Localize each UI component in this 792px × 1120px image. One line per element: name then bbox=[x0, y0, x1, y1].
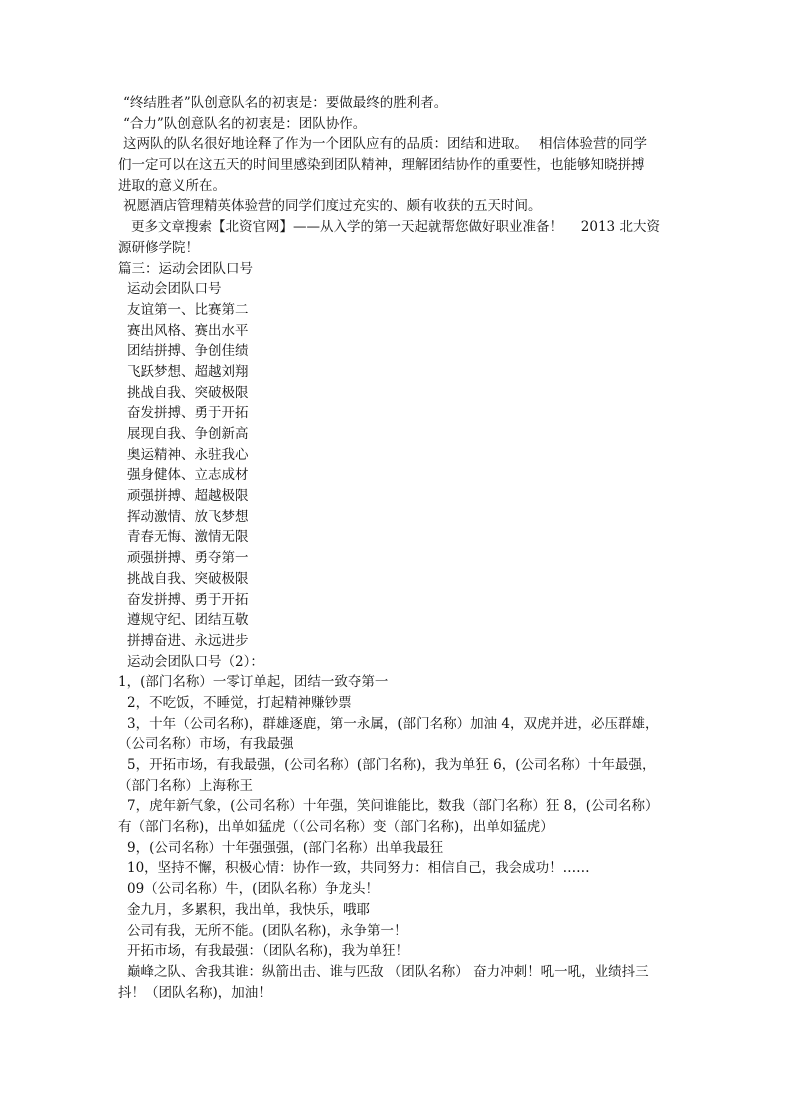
slogan-item: 奥运精神、永驻我心 bbox=[127, 446, 249, 463]
paragraph-line: “终结胜者”队创意队名的初衷是：要做最终的胜利者。 bbox=[123, 95, 448, 111]
slogan-item: 金九月，多累积，我出单，我快乐，哦耶 bbox=[127, 901, 370, 918]
slogan-item: 奋发拼搏、勇于开拓 bbox=[127, 405, 249, 422]
paragraph-line: 源研修学院！ bbox=[118, 239, 199, 256]
slogan-item: 3，十年（公司名称)，群雄逐鹿，第一永属，(部门名称）加油 4，双虎并进，必压群雄， bbox=[127, 715, 659, 732]
slogan-item: 公司有我，无所不能。(团队名称)，永争第一！ bbox=[127, 922, 408, 939]
document-body bbox=[118, 93, 680, 1003]
paragraph-line: 更多文章搜索【北资官网】——从入学的第一天起就帮您做好职业准备！ 2013 北大资 bbox=[131, 219, 660, 236]
slogan-item: （部门名称）上海称王 bbox=[118, 777, 253, 794]
slogan-item: （公司名称）市场，有我最强 bbox=[118, 736, 294, 753]
slogan-item: 团结拼搏、争创佳绩 bbox=[127, 343, 249, 360]
section-heading: 篇三：运动会团队口号 bbox=[118, 260, 253, 277]
slogan-item: 飞跃梦想、超越刘翔 bbox=[127, 363, 249, 380]
slogan-item: 遵规守纪、团结互敬 bbox=[127, 612, 249, 629]
slogan-item: 挑战自我、突破极限 bbox=[127, 384, 249, 401]
slogan-item: 挥动激情、放飞梦想 bbox=[127, 508, 249, 525]
slogan-item: 赛出风格、赛出水平 bbox=[127, 322, 249, 339]
slogan-item: 顽强拼搏、超越极限 bbox=[127, 488, 249, 505]
slogan-item: 开拓市场，有我最强：（团队名称)，我为单狂！ bbox=[127, 943, 410, 960]
slogan-item: 09（公司名称）牛，(团队名称）争龙头！ bbox=[127, 881, 379, 898]
paragraph-line: 祝愿酒店管理精英体验营的同学们度过充实的、颇有收获的五天时间。 bbox=[123, 198, 542, 215]
slogan-item: 强身健体、立志成材 bbox=[127, 467, 249, 484]
slogan-item: 1，(部门名称）一零订单起，团结一致夺第一 bbox=[118, 674, 389, 691]
slogan-item: 有（部门名称)，出单如猛虎（（公司名称）变（部门名称)，出单如猛虎） bbox=[118, 819, 554, 836]
slogan-item: 友谊第一、比赛第二 bbox=[127, 301, 249, 318]
slogan-item: 7，虎年新气象，(公司名称）十年强，笑问谁能比，数我（部门名称）狂 8，(公司名称） bbox=[127, 798, 659, 815]
slogan-item: 顽强拼搏、勇夺第一 bbox=[127, 550, 249, 567]
paragraph-line: 们一定可以在这五天的时间里感染到团队精神，理解团结协作的重要性，也能够知晓拼搏 bbox=[118, 157, 645, 174]
paragraph-line: “合力”队创意队名的初衷是：团队协作。 bbox=[123, 115, 367, 132]
slogan-item: 巅峰之队、舍我其谁：纵箭出击、谁与匹敌 （团队名称） 奋力冲刺！吼一吼，业绩抖三 bbox=[127, 963, 649, 980]
slogan-item: 拼搏奋进、永远进步 bbox=[127, 632, 249, 649]
slogan-item: 9，(公司名称）十年强强强，(部门名称）出单我最狂 bbox=[127, 839, 444, 856]
slogan-item: 奋发拼搏、勇于开拓 bbox=[127, 591, 249, 608]
list-title: 运动会团队口号 bbox=[127, 281, 222, 298]
slogan-item: 2，不吃饭，不睡觉，打起精神赚钞票 bbox=[127, 694, 352, 711]
slogan-item: 5，开拓市场，有我最强，(公司名称）(部门名称)，我为单狂 6，(公司名称）十年最强， bbox=[127, 757, 656, 773]
paragraph-line: 进取的意义所在。 bbox=[118, 177, 226, 194]
slogan-item: 展现自我、争创新高 bbox=[127, 426, 249, 442]
slogan-item: 10，坚持不懈，积极心情：协作一致，共同努力：相信自己，我会成功！…… bbox=[127, 860, 590, 877]
slogan-item: 青春无悔、激情无限 bbox=[127, 529, 249, 546]
list-title: 运动会团队口号（2）： bbox=[127, 653, 264, 670]
slogan-item: 抖！（团队名称)，加油！ bbox=[118, 984, 272, 1001]
slogan-item: 挑战自我、突破极限 bbox=[127, 570, 249, 587]
paragraph-line: 这两队的队名很好地诠释了作为一个团队应有的品质：团结和进取。 相信体验营的同学 bbox=[123, 136, 648, 153]
